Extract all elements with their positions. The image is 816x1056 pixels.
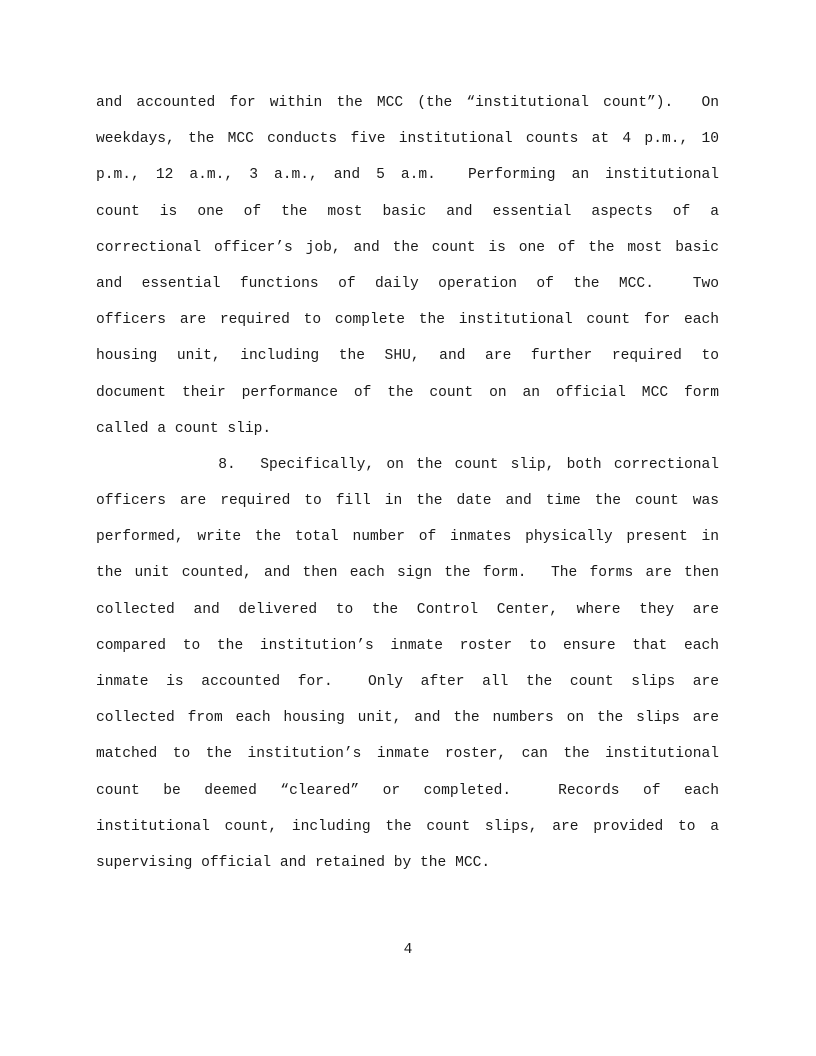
text-line: count be deemed “cleared” or completed. Records of each [96,782,719,799]
text-line: institutional count, including the count slips, are provided to a [96,818,719,835]
text-line: document their performance of the count on an official MCC form [96,384,719,401]
text-line: called a count slip. [96,420,272,437]
text-line: the unit counted, and then each sign the form. The forms are then [96,565,719,582]
text-line: supervising official and retained by the MCC. [96,854,491,871]
text-line: weekdays, the MCC conducts five institutional counts at 4 p.m., 10 [96,131,719,148]
text-line: officers are required to fill in the date and time the count was [96,493,719,510]
text-line: and essential functions of daily operation of the MCC. Two [96,275,719,292]
text-line: count is one of the most basic and essential aspects of a [96,203,719,220]
text-line: 8. Specifically, on the count slip, both correctional [96,456,719,473]
text-line: correctional officer’s job, and the count is one of the most basic [96,239,719,256]
text-line: officers are required to complete the institutional count for each [96,312,719,329]
text-line: and accounted for within the MCC (the “institutional count”). On [96,95,719,111]
page-number: 4 [403,942,413,958]
text-line: p.m., 12 a.m., 3 a.m., and 5 a.m. Performing an institutional [96,167,719,184]
text-line: compared to the institution’s inmate roster to ensure that each [96,637,719,654]
text-line: housing unit, including the SHU, and are further required to [96,348,719,365]
text-line: performed, write the total number of inmates physically present in [96,529,719,546]
paragraph-continued [96,95,719,457]
body-text [96,95,719,891]
text-line: matched to the institution’s inmate roster, can the institutional [96,746,719,763]
text-line: collected and delivered to the Control Center, where they are [96,601,719,618]
text-line: inmate is accounted for. Only after all the count slips are [96,674,719,690]
text-line: collected from each housing unit, and the numbers on the slips are [96,710,719,727]
paragraph-8 [96,457,719,891]
